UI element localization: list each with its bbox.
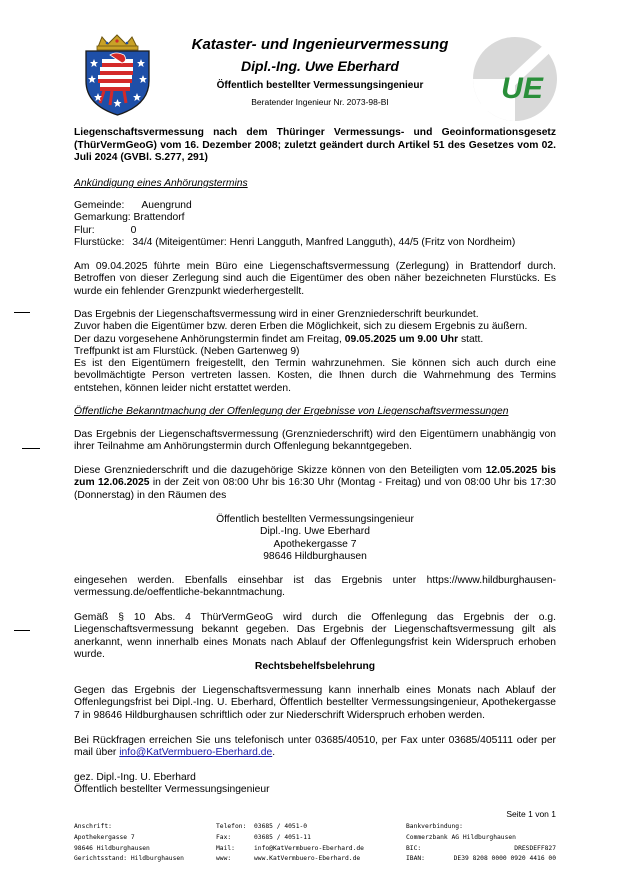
company-name: Kataster- und Ingenieurvermessung: [191, 36, 449, 53]
address-line: 98646 Hildburghausen: [263, 550, 367, 562]
office-address: [74, 514, 556, 563]
detail-gemarkung: Gemarkung: Brattendorf: [74, 212, 185, 224]
footer-label: Mail:: [216, 844, 235, 852]
footer-bank-name: Commerzbank AG Hildburghausen: [406, 833, 516, 841]
display-period: 12.05.2025 bis zum 12.06.2025: [74, 465, 556, 489]
paragraph-survey: Am 09.04.2025 führte mein Büro eine Liegenschaftsvermessung (Zerlegung) in Brattendorf durch. Betroffen von dieser Zerlegung sind auch die Eigentümer des oben näher bezeichneten Flurstücks. Es wurde ein fehlender Grenzpunkt wiederhergestellt.: [74, 261, 556, 297]
hearing-line-2: Zuvor haben die Eigentümer bzw. deren Erben die Möglichkeit, sich zu diesem Ergebnis zu äußern.: [74, 321, 528, 333]
fold-mark: [14, 630, 30, 631]
section-heading-hearing: Ankündigung eines Anhörungstermins: [74, 178, 248, 189]
section-heading-publication: Öffentliche Bekanntmachung der Offenlegung der Ergebnisse von Liegenschaftsvermessungen: [74, 406, 509, 417]
detail-flurstuecke: Flurstücke: 34/4 (Miteigentümer: Henri Langguth, Manfred Langguth), 44/5 (Fritz von Nordheim): [74, 236, 516, 248]
signature-line-1: gez. Dipl.-Ing. U. Eberhard: [74, 772, 196, 783]
ue-logo: [472, 36, 558, 122]
parcel-details: [74, 200, 556, 249]
paragraph-hearing: [74, 309, 556, 395]
page-number: Seite 1 von 1: [506, 809, 556, 819]
footer-iban: IBAN: DE39 8208 0000 0920 4416 00: [406, 855, 556, 863]
fold-mark: [14, 312, 30, 313]
document-title: Liegenschaftsvermessung nach dem Thüringer Vermessungs- und Geoinformationsgesetz (ThürVermGeoG) vom 16. Dezember 2008; zuletzt geändert durch Artikel 51 des Gesetzes vom 02. Juli 2024 (GVBl. S.277, 291): [74, 127, 556, 164]
surveyor-role: Öffentlich bestellter Vermessungsingenieur: [216, 80, 424, 91]
footer-bic: BIC: DRESDEFF827: [406, 844, 556, 852]
address-line: Apothekergasse 7: [273, 538, 357, 550]
footer-address: [74, 822, 184, 865]
footer-contact-labels: [216, 822, 246, 865]
footer-line: Apothekergasse 7: [74, 833, 135, 841]
paragraph-display-period: Diese Grenzniederschrift und die dazugehörige Skizze können von den Beteiligten vom 12.05.2025 bis zum 12.06.2025 in der Zeit von 08:00 Uhr bis 16:30 Uhr (Montag - Freitag) und von 08:00 Uhr bis 17:30 (Donnerstag) in den Räumen des: [74, 465, 556, 501]
detail-flur: Flur: 0: [74, 224, 137, 236]
address-line: Öffentlich bestellten Vermessungsingenieur: [216, 514, 414, 525]
hearing-line-4: Treffpunkt ist am Flurstück. (Neben Gartenweg 9): [74, 345, 300, 357]
section-heading-legal-remedy: Rechtsbehelfsbelehrung: [254, 661, 376, 672]
footer-fax: 03685 / 4051-11: [254, 833, 311, 841]
hearing-line-3: Der dazu vorgesehene Anhörungstermin findet am Freitag, 09.05.2025 um 9.00 Uhr statt.: [74, 333, 484, 345]
footer-phone: 03685 / 4051-0: [254, 823, 308, 830]
detail-gemeinde: Gemeinde: Auengrund: [74, 200, 192, 211]
surveyor-name: Dipl.-Ing. Uwe Eberhard: [241, 58, 399, 74]
email-link[interactable]: info@KatVermbuero-Eberhard.de: [119, 747, 273, 759]
paragraph-legal: Gemäß § 10 Abs. 4 ThürVermGeoG wird durch die Offenlegung das Ergebnis der o.g. Liegenschaftsvermessung bekannt gegeben. Das Ergebnis der Liegenschaftsvermessung gilt als anerkannt, wenn innerhalb eines Monats nach Ablauf der Offenlegungsfrist kein Widerspruch erhoben wurde.: [74, 612, 556, 660]
paragraph-legal-remedy: Gegen das Ergebnis der Liegenschaftsvermessung kann innerhalb eines Monats nach Ablauf der Offenlegungsfrist bei Dipl.-Ing. U. Eberhard, Öffentlich bestellter Vermessungsingenieur, Apothekergasse 7 in 98646 Hildburghausen schriftlich oder zur Niederschrift Widerspruch erhoben werden.: [74, 685, 556, 721]
footer-label: Telefon:: [216, 823, 247, 830]
punch-mark: [22, 448, 40, 449]
footer-line: Gerichtsstand: Hildburghausen: [74, 855, 184, 863]
coat-of-arms-icon: [80, 33, 155, 117]
footer-mail[interactable]: info@KatVermbuero-Eberhard.de: [254, 844, 364, 852]
svg-text:UE: UE: [501, 72, 543, 105]
footer-bank-heading: Bankverbindung:: [406, 823, 463, 830]
signature-line-2: Öffentlich bestellter Vermessungsingenieur: [74, 784, 270, 796]
hearing-line-1: Das Ergebnis der Liegenschaftsvermessung wird in einer Grenzniederschrift beurkundet.: [74, 309, 479, 320]
paragraph-contact: Bei Rückfragen erreichen Sie uns telefonisch unter 03685/40510, per Fax unter 03685/405111 oder per mail über info@KatVermbuero-Eberhard.de.: [74, 735, 556, 759]
address-line: Dipl.-Ing. Uwe Eberhard: [260, 526, 370, 538]
footer-line: Anschrift:: [74, 823, 112, 830]
footer-label: www:: [216, 855, 232, 863]
paragraph-online: eingesehen werden. Ebenfalls einsehbar ist das Ergebnis unter https://www.hildburghausen-vermessung.de/oeffentliche-bekanntmachung.: [74, 575, 556, 599]
footer-label: Fax:: [216, 833, 232, 841]
footer-contact-values: [254, 822, 364, 865]
signature: [74, 772, 556, 797]
footer-bank: [406, 822, 556, 865]
footer-line: 98646 Hildburghausen: [74, 844, 150, 852]
hearing-rest: Es ist den Eigentümern freigestellt, den Termin wahrzunehmen. Sie können sich auch durch eine bevollmächtigte Person vertreten lassen. Kosten, die Ihnen durch die Wahrnehmung des Termins entstehen, können leider nicht erstattet werden.: [74, 358, 556, 394]
paragraph-publication: Das Ergebnis der Liegenschaftsvermessung (Grenzniederschrift) wird den Eigentümern unabhängig von ihrer Teilnahme am Anhörungstermin durch Offenlegung bekanntgegeben.: [74, 429, 556, 453]
hearing-date: 09.05.2025 um 9.00 Uhr: [344, 333, 459, 345]
engineer-number: Beratender Ingenieur Nr. 2073-98-BI: [251, 97, 389, 107]
footer-website[interactable]: www.KatVermbuero-Eberhard.de: [254, 855, 361, 863]
